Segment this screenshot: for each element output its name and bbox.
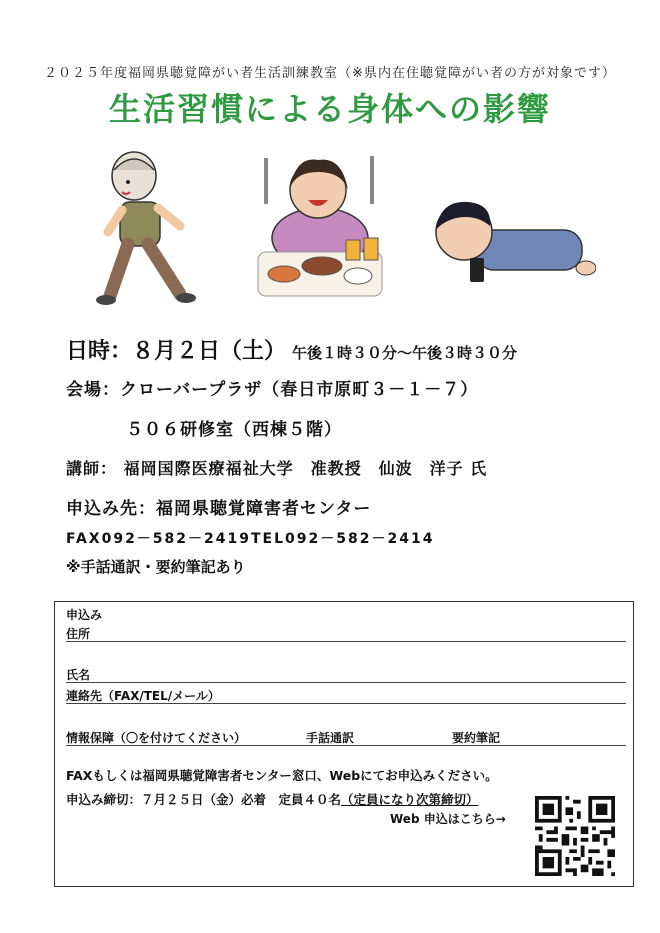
event-subtitle: ２０２５年度福岡県聴覚障がい者生活訓練教室（※県内在住聴覚障がい者の方が対象です） — [44, 66, 616, 81]
event-time-range: 午後１時３０分～午後３時３０分 — [292, 344, 518, 362]
fax-notice: FAXもしくは福岡県聴覚障害者センター窓口、Webにてお申込みください。 — [66, 768, 498, 783]
address-label: 住所 — [66, 627, 91, 641]
name-label: 氏名 — [66, 668, 91, 682]
elderly-exercise-illustration — [92, 148, 202, 308]
address-field[interactable] — [66, 641, 626, 642]
lying-boy-illustration — [426, 196, 596, 296]
sign-language-option[interactable]: 手話通訳 — [306, 731, 355, 745]
deadline-text: 申込み締切：７月２５日（金）必着 定員４０名 — [66, 792, 342, 807]
event-date: 日時：８月２日（土） — [66, 339, 287, 364]
event-venue: 会場：クローバープラザ（春日市原町３－１－７） — [66, 380, 479, 400]
eating-woman-illustration — [250, 148, 390, 300]
info-support-label: 情報保障（〇を付けてください） — [66, 731, 247, 745]
contact-field[interactable] — [66, 703, 626, 704]
info-support-line — [66, 745, 626, 746]
accessibility-note: ※手話通訳・要約筆記あり — [66, 558, 246, 576]
page-title: 生活習慣による身体への影響 — [108, 90, 551, 128]
event-lecturer: 講師： 福岡国際医療福祉大学 准教授 仙波 洋子 氏 — [66, 459, 488, 478]
event-datetime — [66, 334, 517, 365]
web-apply-link[interactable]: Web 申込はこちら→ — [390, 812, 506, 826]
deadline-note: （定員になり次第締切） — [341, 792, 479, 807]
name-field[interactable] — [66, 682, 626, 683]
summary-writing-option[interactable]: 要約筆記 — [452, 731, 501, 745]
qr-code-icon[interactable] — [535, 796, 615, 876]
apply-destination: 申込み先：福岡県聴覚障害者センター — [66, 499, 372, 519]
fax-tel-numbers: FAX092－582－2419TEL092－582－2414 — [66, 531, 435, 547]
event-room: ５０６研修室（西棟５階） — [126, 420, 342, 440]
deadline-info — [66, 790, 479, 808]
form-heading: 申込み — [66, 608, 103, 622]
contact-label: 連絡先（FAX/TEL/メール） — [66, 689, 220, 703]
